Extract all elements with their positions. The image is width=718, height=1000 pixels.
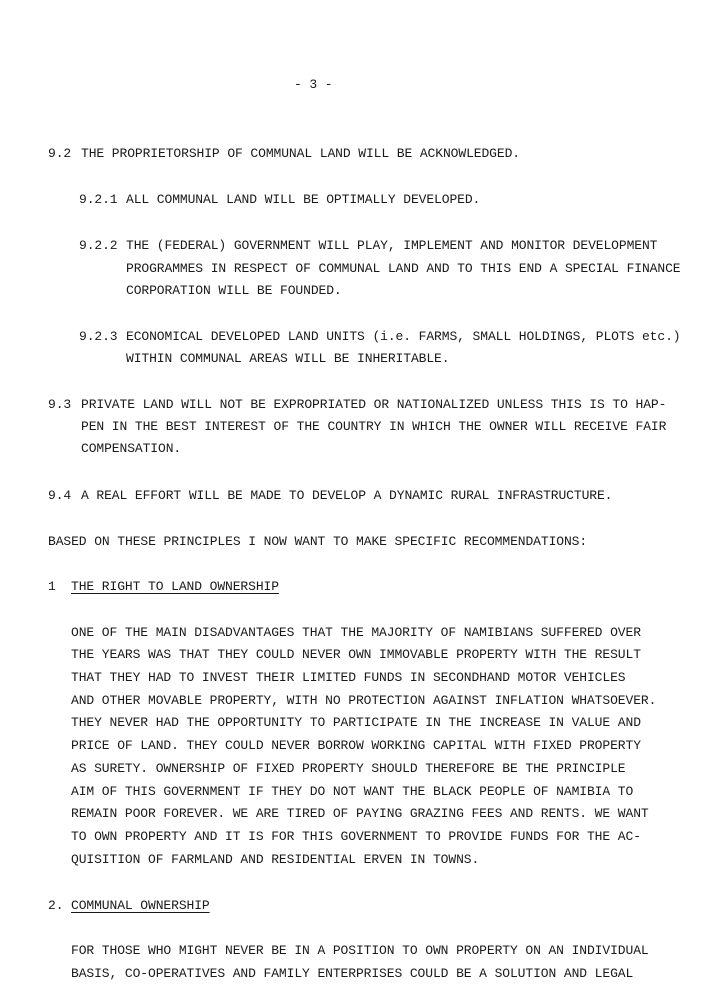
body-line: AIM OF THIS GOVERNMENT IF THEY DO NOT WANT THE BLACK PEOPLE OF NAMIBIA TO [71,784,634,799]
item-line: ECONOMICAL DEVELOPED LAND UNITS (i.e. FARMS, SMALL HOLDINGS, PLOTS etc.) [126,329,681,344]
body-line: AND OTHER MOVABLE PROPERTY, WITH NO PROTECTION AGAINST INFLATION WHATSOEVER. [71,693,657,708]
recommendation-heading: COMMUNAL OWNERSHIP [71,898,210,913]
item-line: CORPORATION WILL BE FOUNDED. [126,283,342,298]
body-line: THAT THEY HAD TO INVEST THEIR LIMITED FUNDS IN SECONDHAND MOTOR VEHICLES [71,670,626,685]
body-line: FOR THOSE WHO MIGHT NEVER BE IN A POSITION TO OWN PROPERTY ON AN INDIVIDUAL [71,943,649,958]
section-text: A REAL EFFORT WILL BE MADE TO DEVELOP A DYNAMIC RURAL INFRASTRUCTURE. [81,488,613,503]
item-number: 9.2.2 [79,238,118,253]
recommendation-number: 2. [48,898,64,913]
recommendation-heading: THE RIGHT TO LAND OWNERSHIP [71,579,279,594]
recommendation-number: 1 [48,579,56,594]
section-number: 9.4 [48,488,72,503]
section-text: THE PROPRIETORSHIP OF COMMUNAL LAND WILL BE ACKNOWLEDGED. [81,146,520,161]
body-line: THE YEARS WAS THAT THEY COULD NEVER OWN IMMOVABLE PROPERTY WITH THE RESULT [71,647,641,662]
section-line: COMPENSATION. [81,441,182,456]
item-line: THE (FEDERAL) GOVERNMENT WILL PLAY, IMPLEMENT AND MONITOR DEVELOPMENT [126,238,658,253]
section-number: 9.3 [48,397,72,412]
item-line: WITHIN COMMUNAL AREAS WILL BE INHERITABLE. [126,351,450,366]
body-line: PRICE OF LAND. THEY COULD NEVER BORROW WORKING CAPITAL WITH FIXED PROPERTY [71,738,641,753]
body-line: TO OWN PROPERTY AND IT IS FOR THIS GOVERNMENT TO PROVIDE FUNDS FOR THE AC- [71,829,641,844]
item-number: 9.2.1 [79,192,118,207]
item-number: 9.2.3 [79,329,118,344]
intro-text: BASED ON THESE PRINCIPLES I NOW WANT TO MAKE SPECIFIC RECOMMENDATIONS: [48,534,588,549]
body-line: QUISITION OF FARMLAND AND RESIDENTIAL ERVEN IN TOWNS. [71,852,480,867]
body-line: THEY NEVER HAD THE OPPORTUNITY TO PARTICIPATE IN THE INCREASE IN VALUE AND [71,715,641,730]
body-line: REMAIN POOR FOREVER. WE ARE TIRED OF PAYING GRAZING FEES AND RENTS. WE WANT [71,806,649,821]
body-line: AS SURETY. OWNERSHIP OF FIXED PROPERTY SHOULD THEREFORE BE THE PRINCIPLE [71,761,626,776]
body-line: BASIS, CO-OPERATIVES AND FAMILY ENTERPRISES COULD BE A SOLUTION AND LEGAL [71,966,634,981]
body-line: ONE OF THE MAIN DISADVANTAGES THAT THE MAJORITY OF NAMIBIANS SUFFERED OVER [71,625,641,640]
page-number: - 3 - [294,77,333,92]
section-line: PRIVATE LAND WILL NOT BE EXPROPRIATED OR NATIONALIZED UNLESS THIS IS TO HAP- [81,397,667,412]
section-line: PEN IN THE BEST INTEREST OF THE COUNTRY IN WHICH THE OWNER WILL RECEIVE FAIR [81,419,667,434]
item-line: ALL COMMUNAL LAND WILL BE OPTIMALLY DEVELOPED. [126,192,481,207]
section-number: 9.2 [48,146,72,161]
item-line: PROGRAMMES IN RESPECT OF COMMUNAL LAND AND TO THIS END A SPECIAL FINANCE [126,261,681,276]
